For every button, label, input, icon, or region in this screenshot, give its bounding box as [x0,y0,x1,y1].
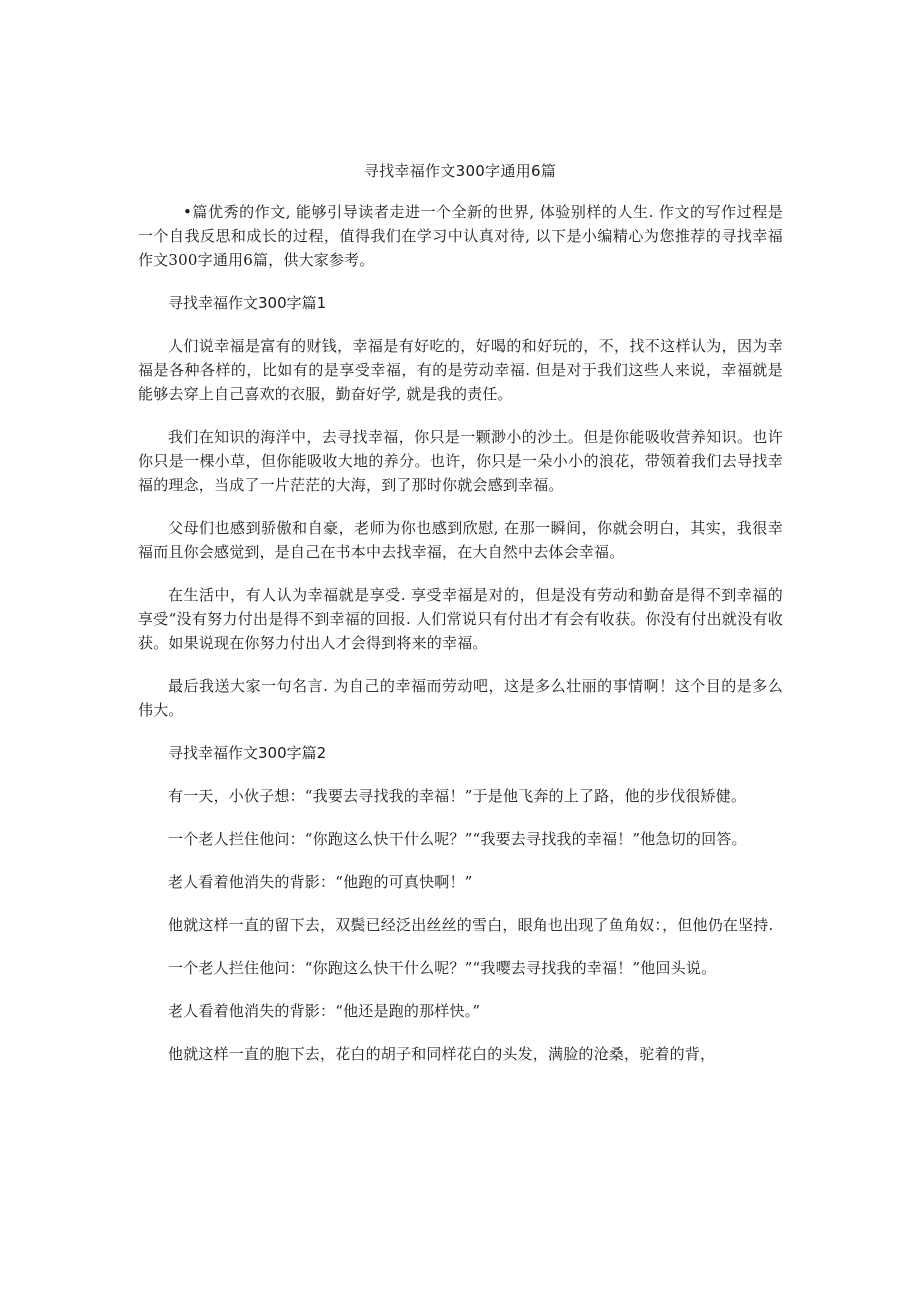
document-title: 寻找幸福作文300字通用6篇 [363,162,557,180]
body-paragraph: 我们在知识的海洋中，去寻找幸福，你只是一颗渺小的沙土。但是你能吸收营养知识。也许你只是一棵小草，但你能吸收大地的养分。也许，你只是一朵小小的浪花，带领着我们去导找幸福的理念，当成了一片茫茫的大海，到了那时你就会感到幸福。 [138,428,783,494]
body-paragraph: 老人看着他消失的背影：“他还是跑的那样快。” [168,1002,481,1020]
body-paragraph: 有一天，小伙子想：“我要去寻找我的幸福！”于是他飞奔的上了路，他的步伐很矫健。 [168,787,747,805]
body-paragraph: 在生活中，有人认为幸福就是享受. 享受幸福是对的，但是没有劳动和勤奋是得不到幸福的享受“没有努力付出是得不到幸福的回报. 人们常说只有付出才有会有收获。你没有付出就没有收获。如果说现在你努力付出人才会得到将来的幸福。 [138,586,783,652]
intro-paragraph: •篇优秀的作文, 能够引导读者走进一个全新的世界, 体验别样的人生. 作文的写作过程是一个自我反思和成长的过程，值得我们在学习中认真对待, 以下是小编精心为您推荐的寻找幸福作文300字通用6篇，供大家参考。 [138,203,783,269]
body-paragraph: 一个老人拦住他问：“你跑这么快干什么呢？”“我要去寻找我的幸福！”他急切的回答。 [168,830,747,848]
body-paragraph: 父母们也感到骄傲和自豪，老师为你也感到欣慰, 在那一瞬间，你就会明白，其实，我很幸福而且你会感觉到，是自己在书本中去找幸福，在大自然中去体会幸福。 [138,519,783,561]
body-paragraph: 最后我送大家一句名言. 为自己的幸福而劳动吧，这是多么壮丽的事情啊！这个目的是多么伟大。 [138,677,783,719]
body-paragraph: 老人看着他消失的背影：“他跑的可真快啊！” [168,873,473,891]
body-paragraph: 一个老人拦住他问：“你跑这么快干什么呢？”“我嘤去寻找我的幸福！”他回头说。 [168,959,717,977]
section-heading: 寻找幸福作文300字篇2 [168,744,327,762]
document-body [138,200,783,1085]
body-paragraph: 他就这样一直的留下去，双鬓已经泛出丝丝的雪白，眼角也出现了鱼角奴：，但他仍在坚持. [168,916,774,934]
body-paragraph: 人们说幸福是富有的财钱，幸福是有好吃的，好喝的和好玩的，不，找不这样认为，因为幸福是各种各样的，比如有的是享受幸福，有的是劳动幸福. 但是对于我们这些人来说，幸福就是能够去穿上自己喜欢的衣服，勤奋好学, 就是我的责任。 [138,337,783,403]
body-paragraph: 他就这样一直的胞下去，花白的胡子和同样花白的头发，满脸的沧桑，驼着的背， [168,1045,716,1063]
section-heading: 寻找幸福作文300字篇1 [168,294,327,312]
